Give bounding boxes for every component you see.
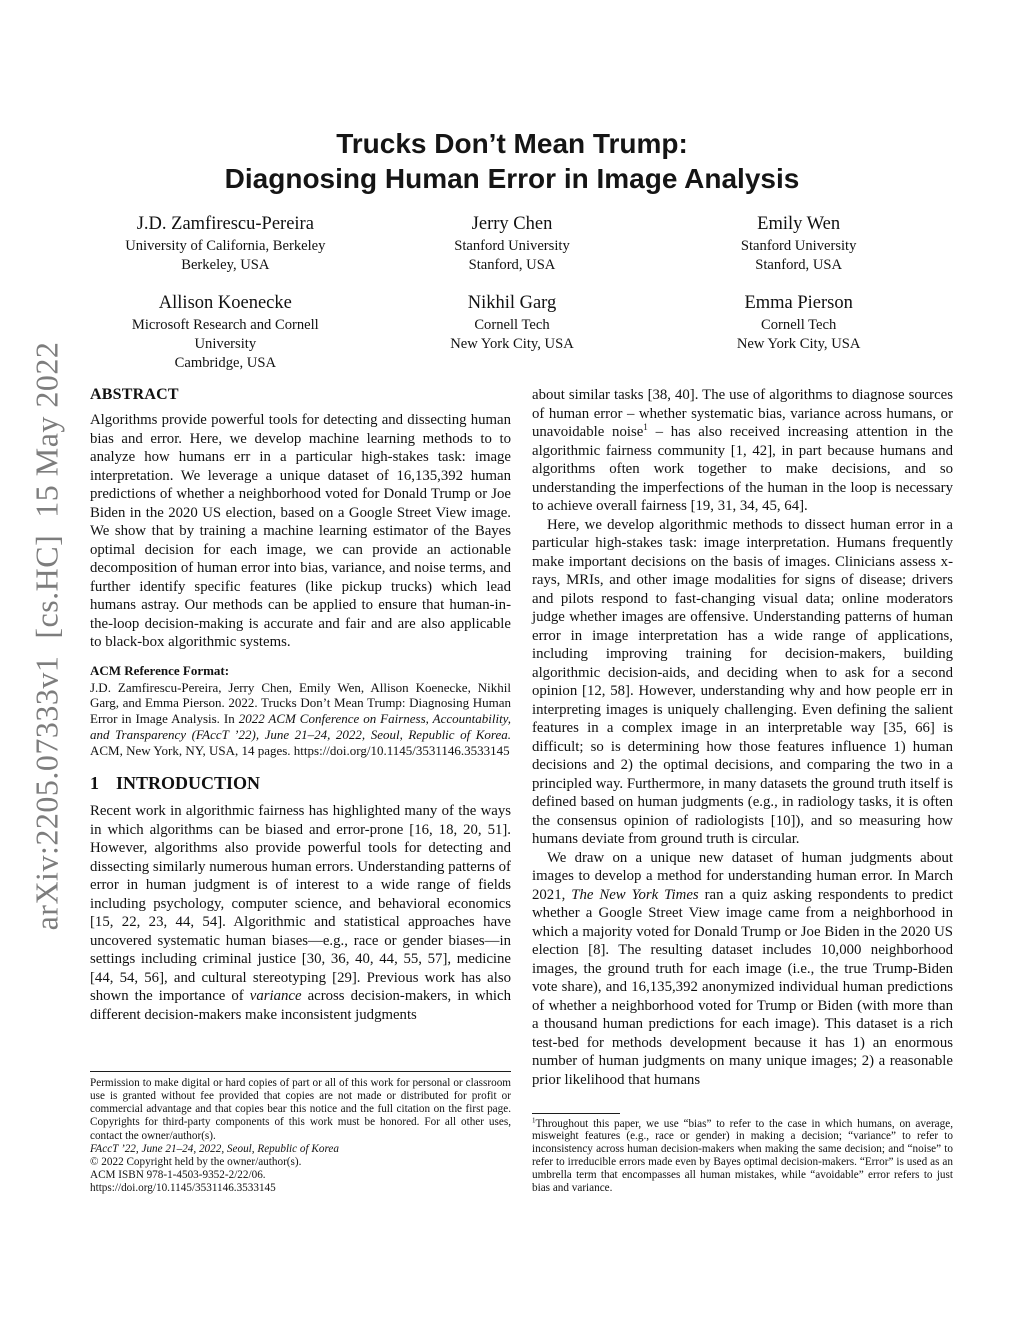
- author-location: Cambridge, USA: [174, 355, 276, 371]
- acm-reference-heading: ACM Reference Format:: [90, 662, 230, 678]
- permission-text: Permission to make digital or hard copies of part or all of this work for personal or classroom use is granted without fee provided that copies are not made or distributed for profit or commercial advantage and that copies bear this notice and the full citation on the first page. Copyrights for third-party components of this work must be honored. For all other uses, contact the owner/author(s).: [90, 1077, 511, 1142]
- author-card: [82, 213, 369, 275]
- author-location: New York City, USA: [450, 336, 574, 352]
- author-affiliation: Microsoft Research and Cornell University: [131, 317, 319, 352]
- author-affiliation: Stanford University: [740, 238, 857, 254]
- body-paragraph-2: Here, we develop algorithmic methods to dissect human error in a particular high-stakes task: image interpretation. Humans frequently make important decisions on the basis of images. Clinicians assess x-rays, MRIs, and other image modalities for signs of disease; drivers and pilots respond to fast-changing visual data; online moderators judge whether images are offensive. Understanding patterns of human error in image interpretation has a wide range of applications, including improving training for decision-makers, building algorithmic decision-aids, and deciding when to ask for a second opinion [12, 58]. However, understanding why and how people err in interpreting images is uniquely challenging. Even defining the salient features in a complex image in an interpretable way [35, 66] is difficult; so is determining how those features influence 1) human decisions and 2) the optimal decisions, and comparing the two in a principled way. Furthermore, in many datasets the ground truth itself is defined based on human judgments (e.g., in radiology tasks, it is often the consensus opinion of radiologists [10]), and so measuring how humans deviate from ground truth is circular.: [532, 516, 953, 847]
- body-paragraph-1: about similar tasks [38, 40]. The use of algorithms to diagnose sources of human error – whether systematic bias, variance across humans, or unavoidable noise$^1$ – has also received increasing attention in the algorithmic fairness community [1, 42], in part because humans and algorithms often work together to make decisions, and so understanding the imperfections of the human in the loop is necessary to achieve overall fairness [19, 31, 34, 45, 64].: [532, 387, 954, 514]
- authors-grid: [82, 213, 942, 373]
- paper-title-line2: Diagnosing Human Error in Image Analysis: [224, 163, 800, 194]
- arxiv-watermark: arXiv:2205.07333v1 [cs.HC] 15 May 2022: [28, 341, 65, 931]
- copyright-line: © 2022 Copyright held by the owner/author(s).: [90, 1155, 302, 1168]
- right-column: [532, 386, 953, 1195]
- body-paragraph-3: We draw on a unique new dataset of human judgments about images to develop a method for understanding human error. In March 2021, The New York Times ran a quiz asking respondents to predict whether a Google Street View image came from a neighborhood in which a majority voted for Donald Trump or Joe Biden in the 2020 US election [8]. The resulting dataset includes 10,000 neighborhood images, the ground truth for each image (i.e., the true Trump-Biden vote share), and 16,135,392 anonymized individual human predictions of whether a neighborhood voted for Trump or Biden (with more than a thousand human predictions for each image). This dataset is a rich test-bed for methods development because it has 1) an enormous number of human judgments on many unique images; 2) a reasonable prior likelihood that humans: [532, 849, 953, 1088]
- introduction-paragraph: Recent work in algorithmic fairness has highlighted many of the ways in which algorithms can be biased and error-prone [16, 18, 20, 51]. However, algorithms also provide powerful tools for detecting and dissecting similarly numerous human errors. Understanding patterns of error in human judgment is of interest to a wide range of fields including psychology, computer science, and behavioral economics [15, 22, 23, 44, 54]. Algorithmic and statistical approaches have uncovered systematic human biases—e.g., race or gender biases—in settings including criminal justice [30, 36, 40, 44, 55, 57], medicine [44, 54, 56], and cultural stereotyping [29]. Previous work has also shown the importance of variance across decision-makers, in which different decision-makers make inconsistent judgments: [90, 803, 511, 1023]
- author-card: [82, 292, 369, 373]
- author-affiliation: Cornell Tech: [474, 317, 550, 333]
- author-affiliation: University of California, Berkeley: [125, 238, 326, 254]
- author-name: Emma Pierson: [744, 293, 853, 313]
- footnote-text: $^1$Throughout this paper, we use “bias” to refer to the case in which humans, on average, misweight features (e.g., race or gender) in making a decision; “variance” to refer to inconsistency across human decision-makers when making the same decision; and “noise” to refer to irreducible errors made even by Bayes optimal decision-makers. “Error” is used as an umbrella term that encompasses all human mistakes, while “avoidable” error refers to just bias and variance.: [532, 1115, 953, 1195]
- two-column-body: [0, 386, 1024, 1195]
- author-location: Stanford, USA: [468, 257, 556, 273]
- conference-line: FAccT ’22, June 21–24, 2022, Seoul, Republic of Korea: [90, 1142, 339, 1155]
- paper-title: [0, 126, 1024, 196]
- section-number: 1: [90, 773, 99, 794]
- section-1-heading: [90, 773, 511, 794]
- abstract-text: Algorithms provide powerful tools for detecting and dissecting human bias and error. Here, we develop machine learning methods to to analyze how humans err in a particular high-stakes task: image interpretation. We leverage a unique dataset of 16,135,392 human predictions of whether a neighborhood voted for Donald Trump or Joe Biden in the 2020 US election, based on a Google Street View image. We show that by training a machine learning estimator of the Bayes optimal decision for each image, we can provide an actionable decomposition of human error into bias, variance, and noise terms, and further identify specific features (like pickup trucks) which lead humans astray. Our methods can be applied to ensure that human-in-the-loop decision-making is accurate and fair and are also applicable to black-box algorithmic systems.: [90, 412, 511, 650]
- author-name: Allison Koenecke: [158, 293, 292, 313]
- author-name: Jerry Chen: [471, 214, 553, 234]
- author-affiliation: Stanford University: [454, 238, 570, 254]
- author-location: Stanford, USA: [755, 257, 843, 273]
- author-location: Berkeley, USA: [181, 257, 270, 273]
- author-name: Emily Wen: [757, 214, 841, 234]
- abstract-heading: ABSTRACT: [90, 386, 179, 403]
- acm-reference-text: J.D. Zamfirescu-Pereira, Jerry Chen, Emily Wen, Allison Koenecke, Nikhil Garg, and Emma Pierson. 2022. Trucks Don’t Mean Trump: Diagnosing Human Error in Image Analysis. In 2022 ACM Conference on Fairness, Accountability, and Transparency (FAccT ’22), June 21–24, 2022, Seoul, Republic of Korea. ACM, New York, NY, USA, 14 pages. https://doi.org/10.1145/3531146.3533145: [90, 679, 511, 758]
- section-title: INTRODUCTION: [116, 773, 261, 794]
- isbn-line: ACM ISBN 978-1-4503-9352-2/22/06.: [90, 1168, 266, 1181]
- footer-block: [90, 1071, 511, 1195]
- footnote-block: [532, 1113, 953, 1195]
- author-card: [655, 213, 942, 275]
- author-card: [369, 292, 656, 373]
- author-card: [655, 292, 942, 373]
- author-location: New York City, USA: [736, 336, 861, 352]
- author-card: [369, 213, 656, 275]
- author-affiliation: Cornell Tech: [761, 317, 837, 333]
- author-name: Nikhil Garg: [467, 293, 557, 313]
- paper-title-line1: Trucks Don’t Mean Trump:: [336, 128, 688, 159]
- author-name: J.D. Zamfirescu-Pereira: [136, 214, 314, 234]
- left-column: [90, 386, 511, 1195]
- doi-line: https://doi.org/10.1145/3531146.3533145: [90, 1181, 276, 1194]
- footnote-divider: [532, 1113, 620, 1114]
